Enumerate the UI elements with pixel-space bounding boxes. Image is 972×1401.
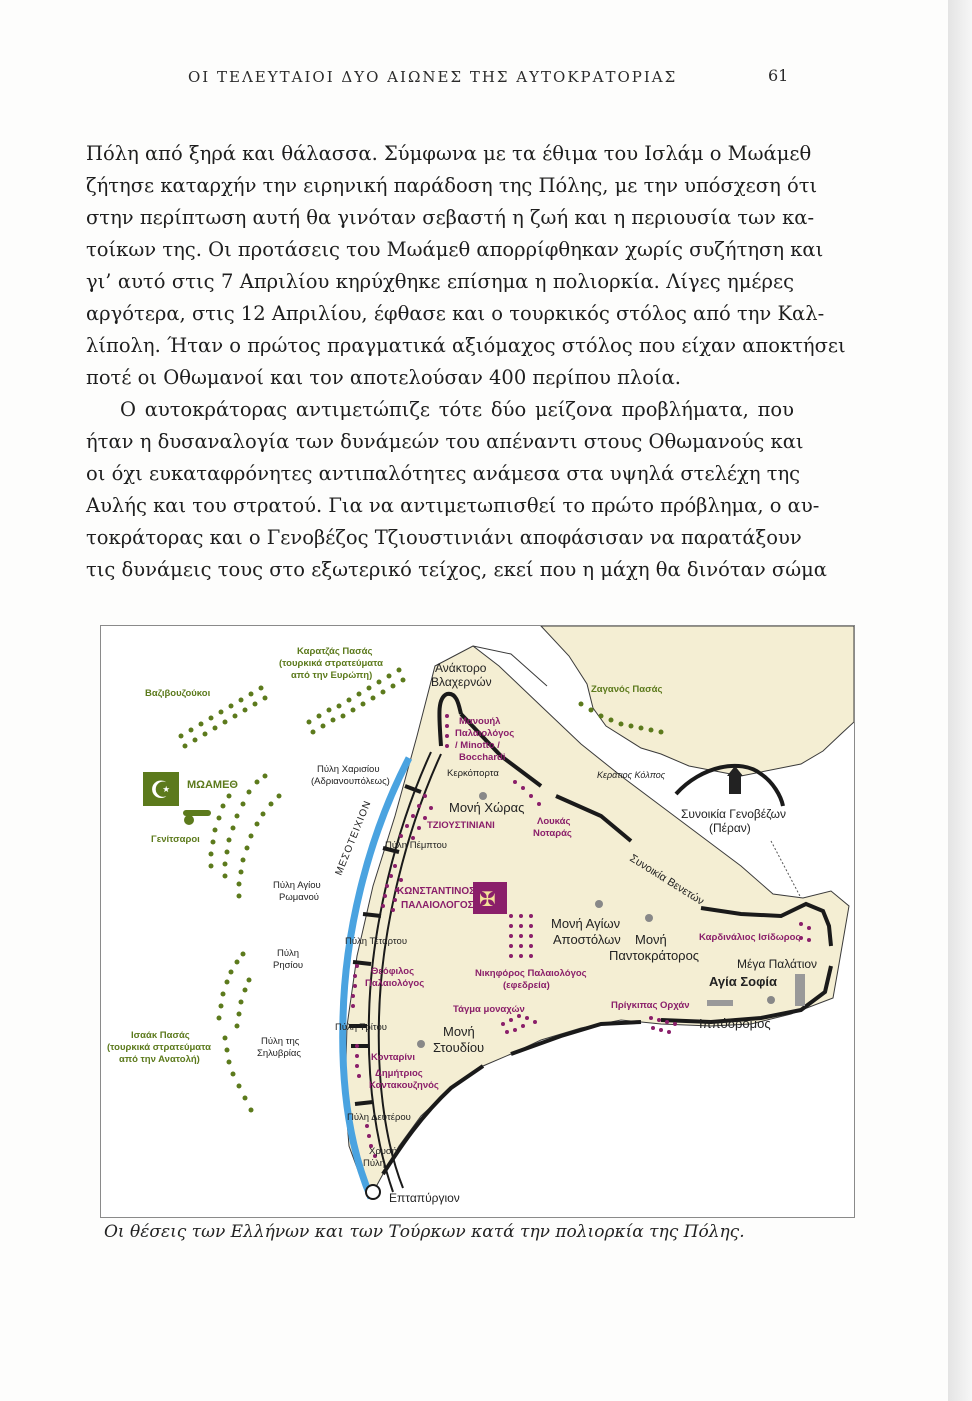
pera-label: Συνοικία Γενοβέζων	[681, 807, 786, 821]
hippodrome-label: Ιππόδρομος	[699, 1016, 771, 1031]
text-line: τοίκων της. Οι προτάσεις του Μωάμεθ απορρίφθηκαν χωρίς συζήτηση και	[86, 238, 824, 261]
text-line: στην περίπτωση αυτή θα γινόταν σεβαστή η ζωή και η περιουσία των κα-	[86, 206, 815, 229]
stoudios-label: Μονή	[443, 1024, 475, 1039]
blachernae-sub-label: Βλαχερνών	[431, 675, 492, 689]
gate-triton-label: Πύλη Τρίτου	[335, 1022, 387, 1033]
pera-sub-label: (Πέραν)	[709, 821, 751, 835]
text-line: ποτέ οι Οθωμανοί και τον αποτελούσαν 400 περίπου πλοία.	[86, 366, 681, 389]
manuel-sub-label: / Minotto /	[455, 740, 500, 751]
chora-label: Μονή Χώρας	[449, 800, 525, 815]
mehmed-label: ΜΩΑΜΕΘ	[187, 779, 238, 791]
notaras-sub-label: Νοταράς	[533, 828, 572, 839]
isaak-sub-label: (τουρκικά στρατεύματα	[107, 1042, 211, 1053]
keratios-label: Κεράτιος Κόλπος	[597, 770, 666, 780]
notaras-label: Λουκάς	[537, 816, 571, 827]
gate-romanos-sub-label: Ρωμανού	[279, 892, 319, 903]
isidore-label: Καρδινάλιος Ισίδωρος	[699, 932, 801, 943]
bashibazouks-label: Βαζιβουζούκοι	[145, 688, 211, 699]
hippodrome-icon	[707, 1000, 733, 1006]
blachernae-label: Ανάκτορο	[435, 661, 487, 675]
heptapyrgion-label: Επταπύργιον	[389, 1191, 460, 1205]
text-line: τις δυνάμεις τους στο εξωτερικό τείχος, εκεί που η μάχη θα δινόταν σώμα	[86, 558, 827, 581]
siege-map	[100, 625, 855, 1218]
running-head: ΟΙ ΤΕΛΕΥΤΑΙΟΙ ΔΥΟ ΑΙΩΝΕΣ ΤΗΣ ΑΥΤΟΚΡΑΤΟΡΙΑΣ	[188, 68, 678, 86]
giustiniani-label: ΤΖΙΟΥΣΤΙΝΙΑΝΙ	[427, 820, 495, 831]
janissaries-label: Γενίτσαροι	[151, 834, 200, 845]
constantine-label: ΚΩΝΣΤΑΝΤΙΝΟΣ	[397, 886, 476, 897]
theophilos-label: Θεόφιλος	[371, 966, 415, 977]
gate-golden-sub-label: Πύλη	[363, 1158, 386, 1169]
karatzas-sub-label: από την Ευρώπη)	[291, 670, 373, 681]
pera-chain	[771, 841, 801, 898]
nikephoros-sub-label: (εφεδρεία)	[503, 980, 550, 991]
orhan-label: Πρίγκιπας Ορχάν	[611, 1000, 690, 1011]
gate-charisios-sub-label: (Αδριανουπόλεως)	[311, 776, 390, 787]
stoudios-sub-label: Στουδίου	[433, 1040, 485, 1055]
pantokrator-sub-label: Παντοκράτορος	[609, 948, 700, 963]
hagia-sophia-label: Αγία Σοφία	[709, 974, 777, 989]
apostles-sub-label: Αποστόλων	[553, 932, 621, 947]
gate-deuteron-label: Πύλη Δευτέρου	[347, 1112, 411, 1123]
text-line: οι όχι ευκαταφρόνητες αντιπαλότητες ανάμεσα στα υψηλά στελέχη της	[86, 462, 801, 485]
contarini-label: Κονταρίνι	[371, 1052, 415, 1063]
text-line: ζήτησε καταρχήν την ειρηνική παράδοση της Πόλης, με την υπόσχεση ότι	[86, 174, 818, 197]
kerkoporta-label: Κερκόπορτα	[447, 768, 499, 779]
gate-selymbria-label: Πύλη της	[261, 1036, 300, 1047]
demetrios-label: Δημήτριος	[375, 1068, 423, 1079]
text-line: ήταν η δυσαναλογία των δυνάμεών του απέναντι στους Οθωμανούς και	[86, 430, 804, 453]
text-line: αργότερα, στις 12 Απριλίου, έφθασε και ο τουρκικός στόλος από την Καλ-	[86, 302, 825, 325]
heptapyrgion-marker	[366, 1185, 380, 1199]
venetians-label: Συνοικία Βενετών	[627, 852, 706, 908]
gate-charisios-label: Πύλη Χαρισίου	[317, 764, 380, 775]
text-line: λίπολη. Ήταν ο πρώτος πραγματικά αξιόμαχος στόλος που είχαν αποκτήσει	[86, 334, 846, 357]
constantine-sub-label: ΠΑΛΑΙΟΛΟΓΟΣ	[401, 900, 474, 911]
body-text	[86, 138, 846, 586]
text-line: γι’ αυτό στις 7 Απριλίου κηρύχθηκε επίσημα η πολιορκία. Λίγες ημέρες	[86, 270, 794, 293]
mesoteichion-label: ΜΕΣΟΤΕΙΧΙΟΝ	[333, 798, 374, 878]
gate-rhesios-sub-label: Ρησίου	[273, 960, 304, 971]
isaak-sub-label: από την Ανατολή)	[119, 1054, 200, 1065]
great-palace-label: Μέγα Παλάτιον	[737, 957, 818, 971]
text-line: Πόλη από ξηρά και θάλασσα. Σύμφωνα με τα έθιμα του Ισλάμ ο Μωάμεθ	[86, 142, 812, 165]
text-line: Αυλής και του στρατού. Για να αντιμετωπισθεί το πρώτο πρόβλημα, ο αυ-	[86, 494, 820, 517]
crescent-icon: ☪	[150, 777, 172, 804]
text-line: τοκράτορας και ο Γενοβέζος Τζιουστινιάνι αποφάσισαν να παρατάξουν	[86, 526, 802, 549]
gate-rhesios-label: Πύλη	[277, 948, 300, 959]
gate-pempton-label: Πύλη Πέμπτου	[385, 840, 447, 851]
gate-golden-label: Χρυσή	[369, 1146, 398, 1157]
siege-map-svg	[101, 626, 854, 1217]
gate-tetarton-label: Πύλη Τέταρτου	[345, 936, 408, 947]
isaak-label: Ισαάκ Πασάς	[131, 1030, 190, 1041]
manuel-sub-label: Παλαιολόγος	[455, 728, 515, 739]
figure-caption: Οι θέσεις των Ελλήνων και των Τούρκων κατά την πολιορκία της Πόλης.	[104, 1222, 745, 1242]
monks-label: Τάγμα μοναχών	[453, 1004, 525, 1015]
zaganos-label: Ζαγανός Πασάς	[591, 684, 663, 695]
great-palace-icon	[795, 974, 805, 1006]
theophilos-sub-label: Παλαιολόγος	[365, 978, 425, 989]
text-line: Ο αυτοκράτορας αντιμετώπιζε τότε δύο μείζονα προβλήματα, που	[120, 398, 794, 421]
manuel-sub-label: Bocchardi	[459, 752, 506, 763]
karatzas-sub-label: (τουρκικά στρατεύματα	[279, 658, 383, 669]
gate-selymbria-sub-label: Σηλυβρίας	[257, 1048, 301, 1059]
page-edge	[948, 0, 972, 1401]
nikephoros-label: Νικηφόρος Παλαιολόγος	[475, 968, 587, 979]
cannon-icon	[183, 810, 211, 825]
pantokrator-label: Μονή	[635, 932, 667, 947]
gate-romanos-label: Πύλη Αγίου	[273, 880, 321, 891]
manuel-label: Μανουήλ	[459, 716, 501, 727]
eagle-glyph: ✠	[479, 889, 496, 911]
page-number: 61	[768, 66, 789, 85]
demetrios-sub-label: Καντακουζηνός	[369, 1080, 439, 1091]
karatzas-label: Καρατζάς Πασάς	[297, 646, 373, 657]
apostles-label: Μονή Αγίων	[551, 916, 621, 931]
